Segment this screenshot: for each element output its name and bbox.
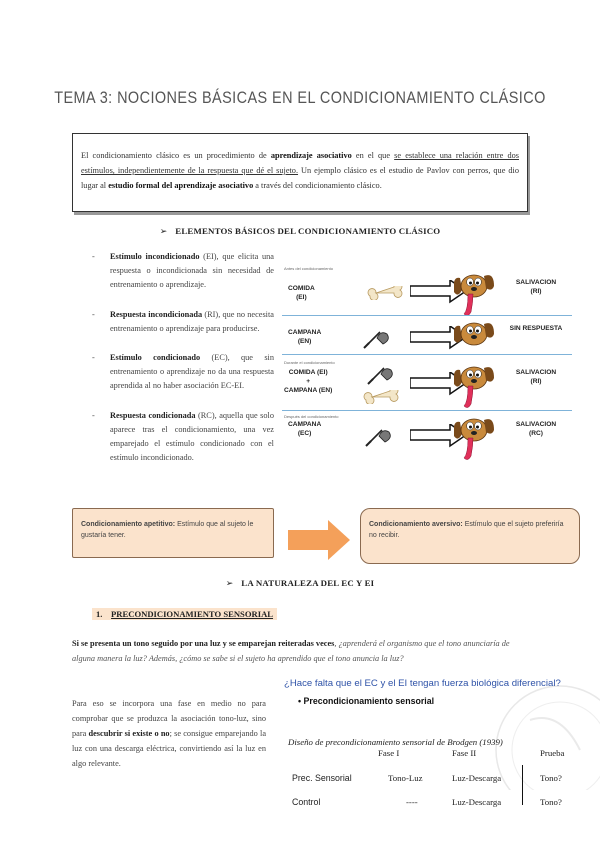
section-heading-text: LA NATURALEZA DEL EC Y EI <box>241 578 375 588</box>
arrow-bullet-icon: ➢ <box>159 226 168 236</box>
dog-icon <box>454 320 498 350</box>
page-title: TEMA 3: NOCIONES BÁSICAS EN EL CONDICIONAMIENTO CLÁSICO <box>54 88 546 107</box>
table-cell: ---- <box>406 797 418 807</box>
response-label <box>500 324 572 333</box>
slide-question: ¿Hace falta que el EC y el EI tengan fuerza biológica diferencial? <box>284 678 561 689</box>
list-item-term: Estímulo incondicionado <box>110 252 200 261</box>
salivating-dog-icon <box>454 272 498 320</box>
row-caption: Después del condicionamiento <box>284 414 339 419</box>
paragraph-text: ; se consigue emparejando la luz con una descarga eléctrica, convirtiendo así la luz en algo relevante. <box>72 729 267 768</box>
bell-icon <box>364 424 394 448</box>
subsection-heading <box>92 608 277 620</box>
response-name: SALIVACION <box>515 421 557 428</box>
subsection-title: PRECONDICIONAMIENTO SENSORIAL <box>111 609 274 619</box>
response-label <box>500 420 572 438</box>
arrow-bullet-icon: ➢ <box>225 578 234 588</box>
bone-icon <box>360 390 400 404</box>
paragraph-text: Para eso se incorpora una fase en medio no para comprobar que se produzca la asociación tono-luz, sino para <box>72 699 266 738</box>
appetitive-label: Condicionamiento apetitivo: <box>81 521 176 528</box>
stimulus-code: (EC) <box>297 430 312 437</box>
explanation-paragraph <box>72 696 266 771</box>
subsection-number: 1. <box>96 609 103 619</box>
stimulus-name: CAMPANA (EN) <box>284 387 333 394</box>
response-name: SALIVACION <box>515 279 557 286</box>
response-name: SALIVACION <box>515 369 557 376</box>
list-item <box>92 250 274 293</box>
appetitive-text: Estímulo que al sujeto le gustaría tener. <box>81 521 254 539</box>
table-header: Fase I <box>378 748 400 758</box>
divider <box>282 315 572 316</box>
list-item-text: (RI), que no necesita entrenamiento o aprendizaje para producirse. <box>110 309 274 333</box>
response-label <box>500 368 572 386</box>
response-name: SIN RESPUESTA <box>509 325 563 332</box>
list-item-text: (RC), aquella que solo aparece tras el condicionamiento, una vez emparejado el estímulo condicionado con el estímulo incondicionado. <box>110 410 274 463</box>
section-heading-elements <box>0 226 600 237</box>
diagram-row <box>282 268 572 316</box>
list-item <box>92 308 274 336</box>
intro-underlined: se establece una relación entre dos estímulos, independientemente de la respuesta que dé el sujeto. <box>81 151 519 175</box>
list-item-term: Respuesta incondicionada <box>110 309 203 319</box>
response-code: (RI) <box>530 378 542 385</box>
intro-box <box>72 133 528 212</box>
section-heading-nature <box>0 578 600 589</box>
divider <box>282 354 572 355</box>
paragraph-bold: descubrir si existe o no <box>88 729 170 738</box>
dash-bullet: - <box>92 252 95 261</box>
plus-sign: + <box>306 378 311 385</box>
question-paragraph <box>72 636 532 666</box>
list-item-text: (EI), que elicita una respuesta o incondicionada sin necesidad de entrenamiento o aprendizaje. <box>110 252 274 290</box>
stimulus-label <box>288 420 321 438</box>
section-heading-text: ELEMENTOS BÁSICOS DEL CONDICIONAMIENTO CLÁSICO <box>175 226 441 236</box>
dash-bullet: - <box>92 309 95 319</box>
pavlov-diagram <box>282 268 572 468</box>
dash-bullet: - <box>92 353 95 363</box>
arrow-right-icon <box>288 520 352 560</box>
salivating-dog-icon <box>454 364 498 412</box>
question-italic: , ¿aprenderá el organismo que el tono anunciaría de alguna manera la luz? Además, ¿cómo se sabe si el sujeto ha aprendido que el tono anuncia la luz? <box>72 639 510 663</box>
table-divider <box>522 765 523 805</box>
stimulus-label <box>288 284 315 302</box>
stimulus-code: (EI) <box>296 294 307 301</box>
intro-bold-term: estudio formal del aprendizaje asociativo <box>108 181 254 190</box>
dash-bullet: - <box>92 410 95 420</box>
appetitive-box <box>72 508 274 558</box>
salivating-dog-icon <box>454 416 498 464</box>
stimulus-name: CAMPANA <box>288 329 322 336</box>
table-row-label: Control <box>292 797 321 807</box>
table-cell: Tono-Luz <box>388 773 423 783</box>
list-item <box>92 351 274 394</box>
bell-icon <box>362 326 392 350</box>
intro-bold-term: aprendizaje asociativo <box>270 151 352 160</box>
list-item <box>92 409 274 466</box>
diagram-row <box>282 362 572 410</box>
diagram-row <box>282 416 572 464</box>
table-header: Prueba <box>540 748 565 758</box>
aversive-text: Estímulo que el sujeto preferiría no recibir. <box>369 521 564 539</box>
slide-bullet: • Precondicionamiento sensorial <box>298 696 435 706</box>
stimulus-code: (EN) <box>297 338 312 345</box>
row-caption: Durante el condicionamiento <box>284 360 335 365</box>
aversive-box <box>360 508 580 564</box>
table-cell: Tono? <box>540 773 562 783</box>
intro-text: El condicionamiento clásico es un procedimiento de <box>81 151 271 160</box>
intro-text: Un ejemplo clásico es el estudio de Pavlov con perros, que dio lugar al <box>81 166 519 190</box>
response-code: (RC) <box>529 430 543 437</box>
table-cell: Luz-Descarga <box>452 773 502 783</box>
stimulus-name: COMIDA (EI) <box>288 369 328 376</box>
elements-list <box>92 250 274 480</box>
stimulus-label <box>288 328 321 346</box>
aversive-label: Condicionamiento aversivo: <box>369 521 463 528</box>
table-cell: Tono? <box>540 797 562 807</box>
response-code: (RI) <box>530 288 542 295</box>
table-header: Fase II <box>452 748 477 758</box>
list-item-text: (EC), que sin entrenamiento o aprendizaje no da una respuesta aprendida al no haber asociación EC-EI. <box>110 353 274 391</box>
table-cell: Luz-Descarga <box>452 797 502 807</box>
stimulus-name: CAMPANA <box>288 421 322 428</box>
bell-icon <box>366 362 396 386</box>
slide-caption: Diseño de precondicionamiento sensorial de Brodgen (1939) <box>288 737 503 747</box>
list-item-term: Respuesta condicionada <box>110 410 196 420</box>
intro-text: a través del condicionamiento clásico. <box>253 181 382 190</box>
divider <box>282 410 572 411</box>
table-row-label: Prec. Sensorial <box>292 773 352 783</box>
bone-icon <box>364 286 404 300</box>
row-caption: Antes del condicionamiento <box>284 266 333 271</box>
question-bold: Si se presenta un tono seguido por una luz y se emparejan reiteradas veces <box>72 639 335 648</box>
response-label <box>500 278 572 296</box>
stimulus-label <box>284 368 332 395</box>
intro-text: en el que <box>351 151 395 160</box>
stimulus-name: COMIDA <box>288 285 315 292</box>
list-item-term: Estímulo condicionado <box>110 353 201 363</box>
